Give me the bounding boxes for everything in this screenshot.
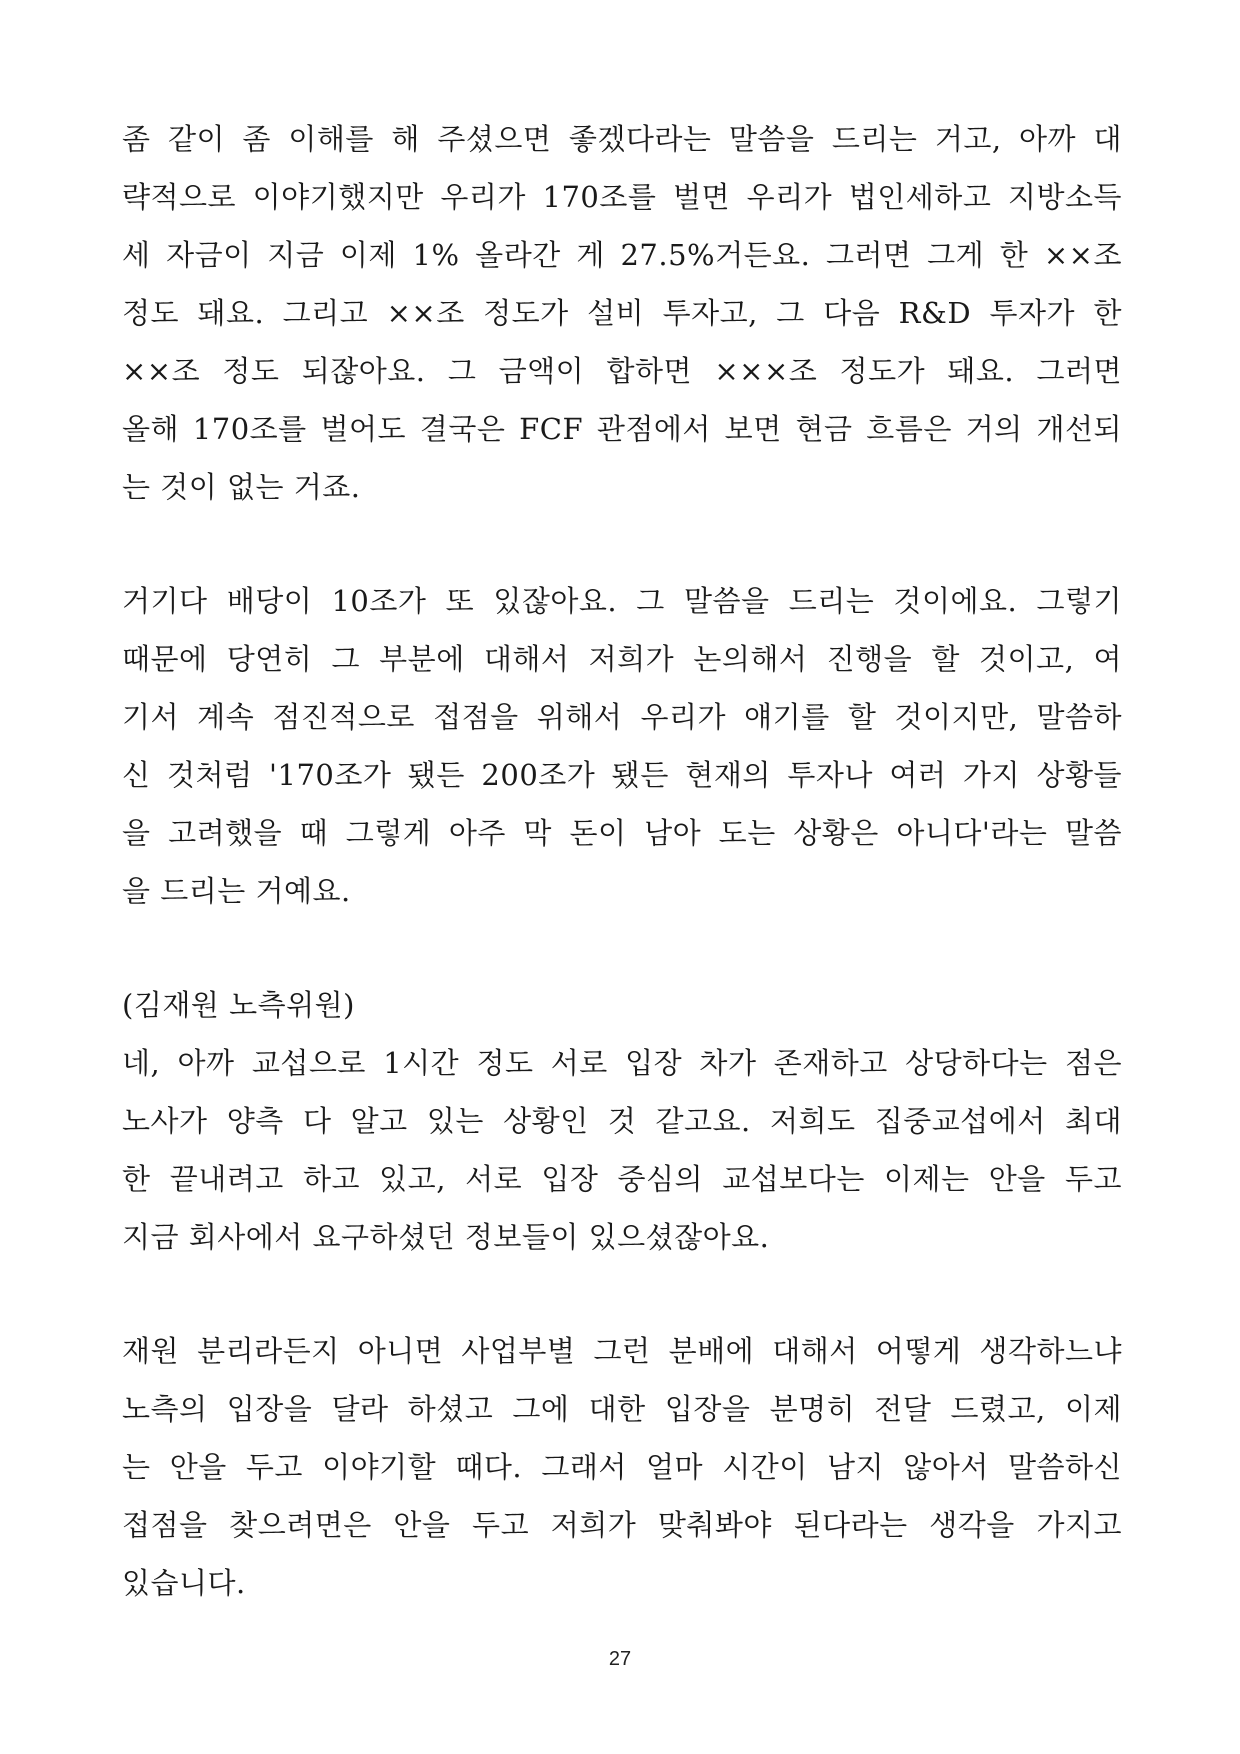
text-line: 세 자금이 지금 이제 1% 올라간 게 27.5%거든요. 그러면 그게 한 ××조 [122,238,1122,272]
text-line: 접점을 찾으려면은 안을 두고 저희가 맞춰봐야 된다라는 생각을 가지고 [122,1508,1122,1542]
text-line: 재원 분리라든지 아니면 사업부별 그런 분배에 대해서 어떻게 생각하느냐 [122,1334,1122,1368]
paragraph-1 [122,110,1122,516]
paragraph-4 [122,1322,1122,1612]
text-line: 때문에 당연히 그 부분에 대해서 저희가 논의해서 진행을 할 것이고, 여 [122,642,1122,676]
text-line: 노사가 양측 다 알고 있는 상황인 것 같고요. 저희도 집중교섭에서 최대 [122,1104,1122,1138]
text-line: 네, 아까 교섭으로 1시간 정도 서로 입장 차가 존재하고 상당하다는 점은 [122,1046,1122,1080]
text-line: 노측의 입장을 달라 하셨고 그에 대한 입장을 분명히 전달 드렸고, 이제 [122,1392,1122,1426]
text-line: 있습니다. [122,1566,246,1600]
text-line: 한 끝내려고 하고 있고, 서로 입장 중심의 교섭보다는 이제는 안을 두고 [122,1162,1122,1196]
text-line: 는 안을 두고 이야기할 때다. 그래서 얼마 시간이 남지 않아서 말씀하신 [122,1450,1122,1484]
text-line: 올해 170조를 벌어도 결국은 FCF 관점에서 보면 현금 흐름은 거의 개선되 [122,412,1122,446]
text-line: 신 것처럼 '170조가 됐든 200조가 됐든 현재의 투자나 여러 가지 상황들 [122,758,1122,792]
text-line: 을 드리는 거예요. [122,874,351,908]
text-line: 거기다 배당이 10조가 또 있잖아요. 그 말씀을 드리는 것이에요. 그렇기 [122,584,1122,618]
paragraph-3 [122,976,1122,1266]
text-line: ××조 정도 되잖아요. 그 금액이 합하면 ×××조 정도가 돼요. 그러면 [122,354,1122,388]
text-line: 략적으로 이야기했지만 우리가 170조를 벌면 우리가 법인세하고 지방소득 [122,180,1122,214]
text-line: 을 고려했을 때 그렇게 아주 막 돈이 남아 도는 상황은 아니다'라는 말씀 [122,816,1122,850]
speaker-label: (김재원 노측위원) [122,988,355,1022]
text-line: 기서 계속 점진적으로 접점을 위해서 우리가 얘기를 할 것이지만, 말씀하 [122,700,1122,734]
text-line: 좀 같이 좀 이해를 해 주셨으면 좋겠다라는 말씀을 드리는 거고, 아까 대 [122,122,1122,156]
text-line: 정도 돼요. 그리고 ××조 정도가 설비 투자고, 그 다음 R&D 투자가 한 [122,296,1122,330]
text-line: 는 것이 없는 거죠. [122,470,361,504]
paragraph-2 [122,572,1122,920]
text-line: 지금 회사에서 요구하셨던 정보들이 있으셨잖아요. [122,1220,770,1254]
document-body [122,110,1122,1612]
page-number: 27 [608,1648,632,1670]
